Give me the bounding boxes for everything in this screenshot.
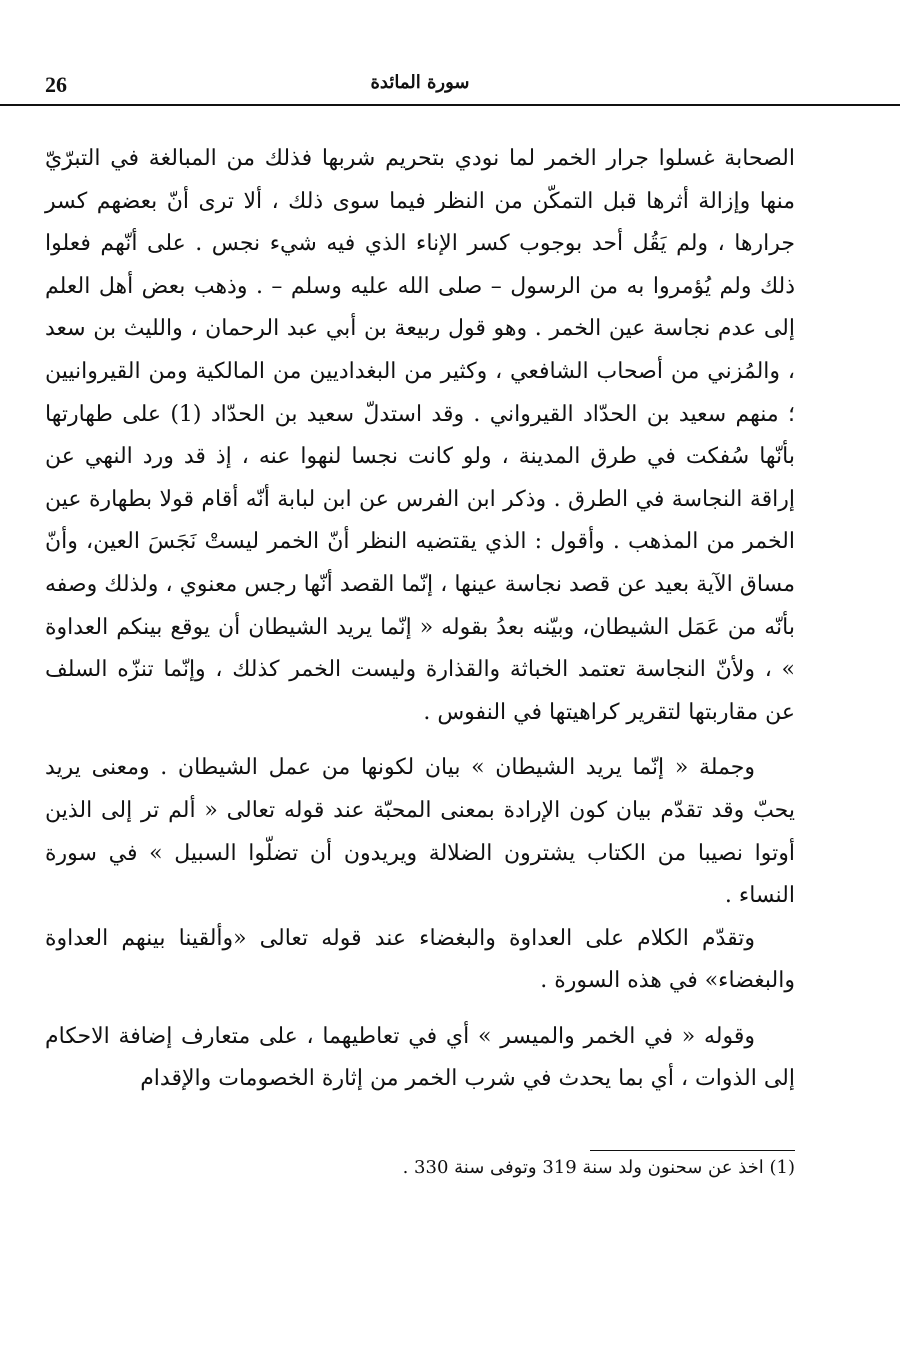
page-number: 26 — [45, 72, 67, 97]
paragraph-1: الصحابة غسلوا جرار الخمر لما نودي بتحريم شربها فذلك من المبالغة في التبرّيّ منها وإزالة أثرها قبل التمكّن من النظر فيما سوى ذلك ، ألا ترى أنّ بعضهم كسر جرارها ، ولم يَقُل أحد بوجوب كسر الإناء الذي فيه شيء نجس . على أنّهم فعلوا ذلك ولم يُؤمروا به من الرسول – صلى الله عليه وسلم – . وذهب بعض أهل العلم إلى عدم نجاسة عين الخمر . وهو قول ربيعة بن أبي عبد الرحمان ، والليث بن سعد ، والمُزني من أصحاب الشافعي ، وكثير من البغداديين من المالكية ومن القيروانيين ؛ منهم سعيد بن الحدّاد القيرواني . وقد استدلّ سعيد بن الحدّاد (1) على طهارتها بأنّها سُفكت في طرق المدينة ، ولو كانت نجسا لنهوا عنه ، إذ قد ورد النهي عن إراقة النجاسة في الطرق . وذكر ابن الفرس عن ابن لبابة أنّه أقام قولا بطهارة عين الخمر من المذهب . وأقول : الذي يقتضيه النظر أنّ الخمر ليستْ نَجَسَ العين، وأنّ مساق الآية بعيد عن قصد نجاسة عينها ، إنّما القصد أنّها رجس معنوي ، ولذلك وصفه بأنّه من عَمَل الشيطان، وبيّنه بعدُ بقوله « إنّما يريد الشيطان أن يوقع بينكم العداوة » ، ولأنّ النجاسة تعتمد الخباثة والقذارة وليست الخمر كذلك ، وإنّما تنزّه السلف عن مقاربتها لتقرير كراهيتها في النفوس . — [45, 146, 796, 725]
header-divider — [0, 104, 900, 106]
page-header — [45, 70, 795, 106]
body-text — [45, 138, 795, 1101]
footnote-divider — [590, 1150, 795, 1151]
paragraph-4: وقوله « في الخمر والميسر » أي في تعاطيهما ، على متعارف إضافة الاحكام إلى الذوات ، أي بما يحدث في شرب الخمر من إثارة الخصومات والإقدام — [45, 1023, 795, 1092]
running-title: سورة المائدة — [370, 72, 470, 93]
paragraph-2: وجملة « إنّما يريد الشيطان » بيان لكونها من عمل الشيطان . ومعنى يريد يحبّ وقد تقدّم بيان كون الإرادة بمعنى المحبّة عند قوله تعالى « ألم تر إلى الذين أوتوا نصيبا من الكتاب يشترون الضلالة ويريدون أن تضلّوا السبيل » في سورة النساء . — [45, 755, 795, 909]
footnote: (1) اخذ عن سحنون ولد سنة 319 وتوفى سنة 330 . — [402, 1157, 795, 1178]
paragraph-3: وتقدّم الكلام على العداوة والبغضاء عند قوله تعالى «وألقينا بينهم العداوة والبغضاء» في هذه السورة . — [45, 925, 795, 994]
